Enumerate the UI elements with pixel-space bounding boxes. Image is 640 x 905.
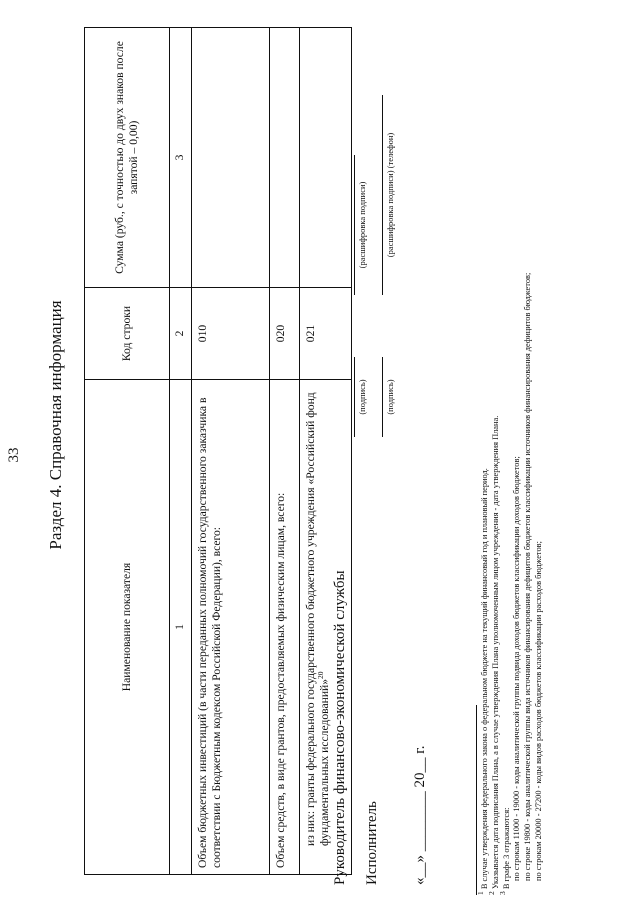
row-code-cell: 021	[300, 288, 352, 380]
footnote	[476, 11, 491, 895]
executor-decoding-phone-caption: (расшифровка подписи) (телефон)	[385, 132, 395, 258]
section-title: Раздел 4. Справочная информация	[46, 300, 65, 550]
footnote	[486, 11, 502, 895]
amount-cell	[192, 28, 270, 288]
head-signature-caption: (подпись)	[357, 379, 367, 415]
footnote-item: по строкам 11000 - 19000 - коды аналитической группы подвида доходов бюджетов классификации доходов бюджетов;	[512, 456, 522, 881]
footnote-item: по строкам 20000 - 27200 - коды видов расходов бюджетов классификации расходов бюджетов;	[533, 541, 543, 881]
table-row	[192, 28, 270, 875]
table-column-numbers-row	[170, 28, 192, 875]
head-signature-line	[354, 357, 355, 437]
header-amount: Сумма (руб., с точностью до двух знаков после запятой – 0,00)	[85, 28, 170, 288]
footnote-text: В случае утверждения федерального закона о федеральном бюджете на текущий финансовый год и плановый период.	[480, 468, 489, 890]
indicator-name-cell: Объем средств, в виде грантов, предоставляемых физическим лицам, всего:	[270, 380, 300, 875]
footnote	[497, 11, 513, 895]
reference-table	[84, 27, 352, 875]
column-number: 2	[170, 288, 192, 380]
executor-role-label: Исполнитель	[364, 801, 380, 885]
footnote-reference: 20	[316, 671, 326, 679]
page-number: 33	[6, 447, 22, 463]
table-header-row	[85, 28, 170, 875]
footnote-mark: 1	[476, 891, 486, 895]
indicator-name-text: из них: гранты федерального государственного бюджетного учреждения «Российский фонд фундаментальных исследований»	[304, 392, 332, 846]
head-decoding-caption: (расшифровка подписи)	[357, 181, 367, 269]
date-line: «__» ________ 20__ г.	[412, 745, 428, 885]
column-number: 1	[170, 380, 192, 875]
header-row-code: Код строки	[85, 288, 170, 380]
table-row	[270, 28, 300, 875]
footnote-mark: 3	[497, 891, 507, 895]
footnote-item: по строке 19800 - коды аналитической группы вида источников финансирования дефицитов бюджетов классификации источников финансирования дефицитов бюджетов;	[523, 272, 532, 881]
column-number: 3	[170, 28, 192, 288]
executor-decoding-line	[382, 95, 383, 295]
amount-cell	[270, 28, 300, 288]
footnote-text: В графе 3 отражаются:	[501, 807, 511, 890]
footnote-mark: 2	[486, 891, 496, 895]
head-role-label: Руководитель финансово-экономической службы	[332, 570, 348, 885]
footnote-separator	[476, 705, 477, 895]
indicator-name-cell: Объем бюджетных инвестиций (в части переданных полномочий государственного заказчика в соответствии с Бюджетным кодексом Российской Федерации), всего:	[192, 380, 270, 875]
executor-signature-line	[382, 357, 383, 437]
footnotes	[476, 11, 545, 895]
footnote-text: Указывается дата подписания Плана, а в случае утверждения Плана уполномоченным лицом учреждения - дата утверждения Плана.	[490, 415, 500, 890]
amount-cell	[300, 28, 352, 288]
header-indicator-name: Наименование показателя	[85, 380, 170, 875]
executor-signature-caption: (подпись)	[385, 379, 395, 415]
row-code-cell: 010	[192, 288, 270, 380]
row-code-cell: 020	[270, 288, 300, 380]
head-decoding-line	[354, 155, 355, 295]
